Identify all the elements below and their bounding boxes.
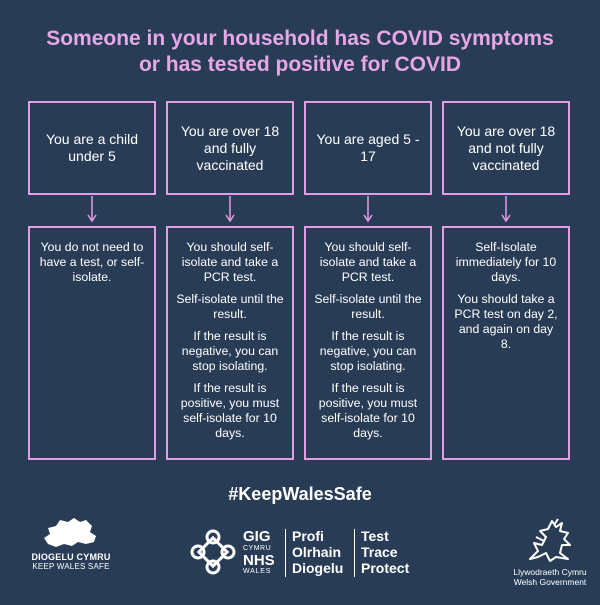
advice-text: You should self-isolate and take a PCR test. [319, 240, 417, 284]
condition-box-child-under-5 [28, 101, 156, 195]
advice-text: If the result is negative, you can stop isolating. [181, 329, 279, 373]
slogan-word: Protect [361, 560, 410, 576]
advice-text: Self-isolate until the result. [176, 292, 284, 321]
nhs-wales-logo [190, 527, 420, 579]
advice-box-child-under-5 [28, 226, 156, 460]
down-arrow-icon [500, 196, 512, 224]
dragon-icon [524, 515, 576, 565]
advice-text: If the result is positive, you must self-isolate for 10 days. [318, 381, 418, 440]
condition-text: You are over 18 and fully vaccinated [180, 122, 280, 173]
advice-box-over-18-not-vaccinated [442, 226, 570, 460]
divider [354, 529, 355, 577]
advice-text: If the result is positive, you must self-isolate for 10 days. [180, 381, 280, 440]
gig-text: GIG [243, 528, 271, 545]
slogan-word: Olrhain [292, 544, 342, 560]
advice-text: Self-Isolate immediately for 10 days. [455, 240, 557, 284]
gov-text-welsh: Llywodraeth Cymru [513, 567, 587, 577]
advice-text: If the result is negative, you can stop isolating. [319, 329, 417, 373]
condition-box-over-18-not-vaccinated [442, 101, 570, 195]
title-line-2: or has tested positive for COVID [138, 53, 462, 76]
english-slogan [361, 528, 409, 576]
condition-text: You are a child under 5 [45, 131, 139, 164]
advice-text: You should self-isolate and take a PCR test. [181, 240, 279, 284]
welsh-government-logo [510, 515, 590, 595]
nhs-text: NHS [243, 552, 275, 569]
down-arrow-icon [362, 196, 374, 224]
logo-text-english: KEEP WALES SAFE [32, 562, 110, 571]
slogan-word: Test [361, 528, 389, 544]
keep-wales-safe-logo [16, 514, 126, 574]
cymru-text: CYMRU [243, 545, 272, 552]
logo-text-welsh: DIOGELU CYMRU [31, 552, 111, 562]
gov-text-english: Welsh Government [513, 577, 587, 587]
wales-map-icon [38, 514, 104, 550]
condition-box-over-18-vaccinated [166, 101, 294, 195]
hashtag: #KeepWalesSafe [228, 484, 372, 504]
slogan-word: Diogelu [292, 560, 344, 576]
down-arrow-icon [86, 196, 98, 224]
slogan-word: Trace [361, 544, 398, 560]
divider [285, 529, 286, 577]
wales-text: WALES [243, 568, 272, 575]
advice-text: You should take a PCR test on day 2, and again on day 8. [454, 292, 558, 351]
down-arrow-icon [224, 196, 236, 224]
advice-text: You do not need to have a test, or self-isolate. [39, 240, 145, 284]
condition-text: You are over 18 and not fully vaccinated [456, 122, 556, 173]
title-line-1: Someone in your household has COVID symptoms [46, 27, 554, 50]
advice-box-aged-5-17 [304, 226, 432, 460]
condition-box-aged-5-17 [304, 101, 432, 195]
advice-box-over-18-vaccinated [166, 226, 294, 460]
celtic-knot-icon [190, 529, 236, 575]
slogan-word: Profi [292, 528, 324, 544]
welsh-slogan [292, 528, 343, 576]
advice-text: Self-isolate until the result. [314, 292, 422, 321]
condition-text: You are aged 5 - 17 [316, 131, 420, 164]
page-title [0, 26, 600, 78]
